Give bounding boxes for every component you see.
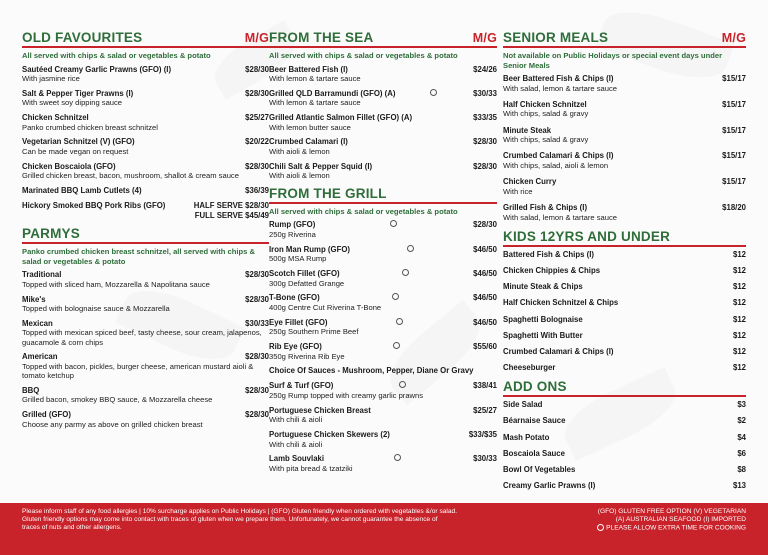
item-row: [22, 410, 269, 420]
column-right: [503, 30, 746, 497]
item-name: Surf & Turf (GFO): [269, 381, 334, 391]
item-description: With lemon & tartare sauce: [269, 98, 361, 108]
item-row: [503, 266, 746, 276]
menu-item: [503, 282, 746, 292]
footer-line: Gluten friendly options may come into contact with traces of gluten when we prepare them. Unfortunately, we cannot guarantee the absence of: [22, 516, 438, 524]
menu-item: [22, 410, 269, 429]
item-price: $24/26: [473, 64, 497, 74]
item-description: With chili & aioli: [269, 415, 323, 425]
section-subtitle: Panko crumbed chicken breast schnitzel, all served with chips & salad or vegetables & potato: [22, 247, 255, 266]
item-name: Chicken Curry: [503, 177, 557, 187]
clock-icon: [390, 220, 397, 227]
menu-item: [22, 319, 269, 347]
item-name: Traditional: [22, 270, 62, 280]
item-row: [503, 151, 746, 161]
item-row: [503, 203, 746, 213]
item-row: [503, 416, 746, 426]
item-price: $46/50: [473, 293, 497, 303]
item-price: $46/50: [473, 269, 497, 279]
item-description: With pita bread & tzatziki: [269, 463, 353, 473]
item-price: $55/60: [473, 341, 497, 351]
item-row: [269, 293, 497, 303]
item-price: $38/41: [473, 381, 497, 391]
menu-item: [503, 298, 746, 308]
menu-item: [503, 100, 746, 119]
item-description: With chips, salad & gravy: [503, 135, 589, 145]
item-row: [22, 270, 269, 280]
item-price: $15/17: [722, 74, 746, 83]
item-row: [269, 220, 497, 230]
menu-item: [503, 315, 746, 325]
item-price: $30/33: [473, 88, 497, 98]
item-row: [269, 113, 497, 123]
footer-note: [22, 508, 542, 533]
item-row: [503, 250, 746, 260]
legend-text: PLEASE ALLOW EXTRA TIME FOR COOKING: [606, 524, 746, 532]
menu-item: [22, 186, 269, 196]
item-price: $12: [732, 249, 746, 259]
item-row: [269, 137, 497, 147]
menu-item-hickory-ribs: [22, 201, 269, 220]
item-description: Panko crumbed chicken breast schnitzel: [22, 122, 158, 132]
item-row: [503, 126, 746, 136]
item-name: Spaghetti With Butter: [503, 330, 583, 340]
item-row: [503, 298, 746, 308]
item-row: [269, 342, 497, 352]
section-header-kids: [503, 229, 746, 247]
item-name: Chicken Boscaiola (GFO): [22, 161, 116, 171]
item-price: $46/50: [473, 244, 497, 254]
from-the-sea-list: [269, 65, 497, 181]
item-description: 250g Riverina: [269, 230, 316, 240]
section-subtitle: All served with chips & salad or vegetables & potato: [269, 206, 458, 216]
item-name: Rump (GFO): [269, 220, 316, 230]
item-price: $3: [737, 400, 746, 410]
item-row: [22, 186, 269, 196]
item-name: Eye Fillet (GFO): [269, 317, 328, 327]
item-row: [22, 65, 269, 75]
item-name: T-Bone (GFO): [269, 293, 320, 303]
section-subtitle: All served with chips & salad or vegetables & potato: [269, 51, 458, 60]
item-row: [503, 449, 746, 459]
item-row: [503, 100, 746, 110]
menu-item: [503, 151, 746, 170]
menu-item: [22, 352, 269, 380]
menu-item: [269, 113, 497, 132]
menu-item: [503, 177, 746, 196]
item-row: [269, 269, 497, 279]
item-description: With chips, salad, aioli & lemon: [503, 160, 609, 170]
item-price: $12: [732, 282, 746, 292]
menu-item: [503, 126, 746, 145]
item-name: Lamb Souvlaki: [269, 454, 325, 464]
clock-icon: [407, 245, 414, 252]
menu-item: [503, 363, 746, 373]
menu-item: [503, 266, 746, 276]
item-row: [269, 381, 497, 391]
item-price: $28/30: [245, 294, 269, 304]
item-description: With salad, lemon & tartare sauce: [503, 83, 617, 93]
item-description: With lemon butter sauce: [269, 122, 351, 132]
column-left: [22, 30, 269, 434]
item-name: Spaghetti Bolognaise: [503, 314, 583, 324]
legend-line: [595, 524, 746, 532]
section-subtitle: All served with chips & salad or vegetables & potato: [22, 51, 211, 60]
item-name: Grilled Fish & Chips (I): [503, 202, 588, 212]
clock-icon: [402, 269, 409, 276]
item-name: Half Chicken Schnitzel & Chips: [503, 298, 619, 308]
item-row: [22, 319, 269, 329]
from-the-grill-list-2: [269, 381, 497, 473]
item-price: $28/30: [245, 352, 269, 362]
section-header-add-ons: [503, 379, 746, 397]
item-price-half: HALF SERVE $28/30: [193, 201, 269, 211]
item-price: $30/33: [473, 454, 497, 464]
item-row: [22, 295, 269, 305]
clock-icon: [597, 524, 604, 531]
item-name: Chili Salt & Pepper Squid (I): [269, 161, 373, 171]
section-title: ADD ONS: [503, 379, 567, 395]
item-name: BBQ: [22, 385, 40, 395]
item-row: [503, 282, 746, 292]
clock-icon: [396, 318, 403, 325]
item-price: $28/30: [473, 220, 497, 230]
column-middle: [269, 30, 497, 479]
item-name: Minute Steak & Chips: [503, 282, 583, 292]
item-description: Topped with mexican spiced beef, tasty cheese, sour cream, jalapenos, guacamole & corn chips: [22, 328, 262, 347]
menu-item: [503, 449, 746, 459]
menu-item: [269, 454, 497, 473]
menu-item: [269, 269, 497, 288]
menu-item: [269, 65, 497, 84]
item-price: $46/50: [473, 317, 497, 327]
menu-item: [269, 162, 497, 181]
item-name: Rib Eye (GFO): [269, 341, 322, 351]
item-price: $28/30: [473, 137, 497, 147]
item-description: Topped with bolognaise sauce & Mozzarella: [22, 304, 170, 314]
item-row: [269, 162, 497, 172]
section-header-parmys: [22, 226, 269, 244]
item-price-full: FULL SERVE $45/49: [194, 210, 269, 220]
menu-item: [22, 295, 269, 314]
section-title: FROM THE SEA: [269, 30, 374, 45]
from-the-grill-list: [269, 220, 497, 360]
sauce-choice: Choice Of Sauces - Mushroom, Pepper, Diane Or Gravy: [269, 366, 474, 376]
item-price: $4: [737, 432, 746, 442]
item-price: $33/35: [473, 113, 497, 123]
item-row: [22, 137, 269, 147]
footer-legend: [595, 508, 746, 533]
item-row: [503, 465, 746, 475]
item-description: With aioli & lemon: [269, 146, 330, 156]
section-header-from-the-sea: [269, 30, 497, 48]
item-name: Portuguese Chicken Breast: [269, 405, 371, 415]
item-price: $15/17: [722, 99, 746, 109]
section-title: SENIOR MEALS: [503, 30, 609, 45]
section-header-old-favourites: [22, 30, 269, 48]
kids-list: [503, 250, 746, 373]
item-name: Marinated BBQ Lamb Cutlets (4): [22, 185, 142, 195]
item-price: $25/27: [245, 113, 269, 123]
item-price: $28/30: [473, 161, 497, 171]
item-price: $15/17: [722, 151, 746, 161]
section-title: FROM THE GRILL: [269, 185, 387, 201]
item-price: $28/30: [245, 64, 269, 74]
item-row: [503, 331, 746, 341]
item-price: $28/30: [245, 161, 269, 171]
old-favourites-list: [22, 65, 269, 196]
footer-line: traces of nuts and other allergens.: [22, 524, 122, 532]
item-name: American: [22, 352, 58, 362]
menu-item: [269, 89, 497, 108]
clock-icon: [399, 381, 406, 388]
menu-item: [22, 162, 269, 181]
item-name: Battered Fish & Chips (I): [503, 249, 594, 259]
menu-item: [269, 406, 497, 425]
clock-icon: [394, 454, 401, 461]
item-name: Beer Battered Fish (I): [269, 64, 348, 74]
item-price: $12: [732, 346, 746, 356]
menu-item: [22, 113, 269, 132]
menu-item: [503, 347, 746, 357]
item-description: With jasmine rice: [22, 74, 80, 84]
item-row: [269, 318, 497, 328]
item-name: Hickory Smoked BBQ Pork Ribs (GFO): [22, 201, 166, 211]
item-row: [22, 89, 269, 99]
item-description: With chili & aioli: [269, 439, 323, 449]
item-row: [503, 177, 746, 187]
item-price: $13: [732, 481, 746, 491]
section-mg-label: M/G: [472, 31, 497, 45]
item-description: With sweet soy dipping sauce: [22, 98, 123, 108]
item-name: Half Chicken Schnitzel: [503, 99, 587, 109]
menu-item: [269, 137, 497, 156]
footer-line: Please inform staff of any food allergies | 10% surcharge applies on Public Holidays | (GFO) Gluten friendly when ordered with vegetables &/or salad.: [22, 508, 458, 515]
item-row: [503, 481, 746, 491]
item-row: [269, 89, 497, 99]
item-description: Choose any parmy as above on grilled chicken breast: [22, 419, 203, 429]
section-header-senior-meals: [503, 30, 746, 48]
menu-item: [503, 74, 746, 93]
item-row: [269, 430, 497, 440]
item-price: $28/30: [245, 270, 269, 280]
item-description: 300g Defatted Grange: [269, 278, 345, 288]
menu-item: [22, 89, 269, 108]
item-price: $12: [732, 330, 746, 340]
menu-item: [503, 465, 746, 475]
menu-item: [503, 250, 746, 260]
item-price: $12: [732, 314, 746, 324]
item-description: Can be made vegan on request: [22, 146, 129, 156]
item-name: Crumbed Calamari & Chips (I): [503, 151, 614, 161]
item-name: Grilled QLD Barramundi (GFO) (A): [269, 88, 396, 98]
section-subtitle: Not available on Public Holidays or special event days under Senior Meals: [503, 51, 723, 70]
item-description: With lemon & tartare sauce: [269, 74, 361, 84]
item-description: 400g Centre Cut Riverina T-Bone: [269, 302, 382, 312]
item-name: Boscaiola Sauce: [503, 448, 565, 458]
item-row: [22, 386, 269, 396]
item-description: 350g Riverina Rib Eye: [269, 351, 345, 361]
item-name: Beer Battered Fish & Chips (I): [503, 74, 614, 83]
item-name: Scotch Fillet (GFO): [269, 269, 340, 279]
item-description: Grilled bacon, smokey BBQ sauce, & Mozzarella cheese: [22, 395, 213, 405]
item-price: $6: [737, 448, 746, 458]
menu-item: [22, 137, 269, 156]
footer-banner: [0, 503, 768, 555]
item-price: $33/$35: [468, 429, 497, 439]
item-row: [503, 347, 746, 357]
menu-item: [503, 400, 746, 410]
item-row: [503, 315, 746, 325]
item-row: [22, 113, 269, 123]
menu-item: [269, 245, 497, 264]
menu-item: [503, 331, 746, 341]
item-price: $28/30: [245, 385, 269, 395]
menu-item: [22, 386, 269, 405]
section-title: KIDS 12YRS AND UNDER: [503, 228, 671, 244]
menu-item: [503, 416, 746, 426]
section-title: OLD FAVOURITES: [22, 30, 143, 45]
section-mg-label: M/G: [244, 31, 269, 45]
item-description: 250g Southern Prime Beef: [269, 327, 359, 337]
item-description: With salad, lemon & tartare sauce: [503, 212, 617, 222]
item-price: $15/17: [722, 125, 746, 135]
section-title: PARMYS: [22, 226, 80, 242]
item-price: $20/22: [245, 137, 269, 147]
item-price: $36/39: [245, 185, 269, 195]
item-description: Topped with sliced ham, Mozzarella & Napolitana sauce: [22, 279, 210, 289]
menu-item: [269, 381, 497, 400]
item-name: Cheeseburger: [503, 363, 556, 373]
item-name: Mash Potato: [503, 432, 550, 442]
item-name: Crumbed Calamari & Chips (I): [503, 346, 614, 356]
item-row: [503, 363, 746, 373]
item-name: Crumbed Calamari (I): [269, 137, 348, 147]
item-description: Topped with bacon, pickles, burger cheese, american mustard aioli & tomato ketchup: [22, 361, 254, 381]
item-name: Vegetarian Schnitzel (V) (GFO): [22, 137, 135, 147]
item-row: [269, 454, 497, 464]
item-price: $8: [737, 465, 746, 475]
item-price: $12: [732, 265, 746, 275]
item-description: Grilled chicken breast, bacon, mushroom, shallot & cream sauce: [22, 171, 239, 181]
menu-item: [269, 430, 497, 449]
legend-line: (A) AUSTRALIAN SEAFOOD (I) IMPORTED: [615, 516, 746, 524]
item-price: $18/20: [722, 202, 746, 212]
item-description: 500g MSA Rump: [269, 254, 327, 264]
clock-icon: [392, 293, 399, 300]
item-name: Bowl Of Vegetables: [503, 465, 576, 475]
item-name: Salt & Pepper Tiger Prawns (I): [22, 88, 134, 98]
item-price: $12: [732, 298, 746, 308]
item-name: Sautéed Creamy Garlic Prawns (GFO) (I): [22, 64, 172, 74]
section-mg-label: M/G: [721, 31, 746, 45]
menu-item: [269, 342, 497, 361]
item-row: [269, 245, 497, 255]
parmys-list: [22, 270, 269, 429]
menu-item: [503, 433, 746, 443]
item-price: $15/17: [722, 177, 746, 187]
item-name: Chicken Schnitzel: [22, 113, 89, 123]
menu-item: [503, 203, 746, 222]
item-row: [503, 74, 746, 84]
item-description: With rice: [503, 186, 533, 196]
item-name: Side Salad: [503, 400, 543, 410]
menu-item: [503, 481, 746, 491]
item-price: $25/27: [473, 405, 497, 415]
senior-meals-list: [503, 74, 746, 222]
item-price: $30/33: [245, 318, 269, 328]
item-name: Mike's: [22, 294, 46, 304]
item-name: Grilled (GFO): [22, 410, 71, 420]
item-description: 250g Rump topped with creamy garlic prawns: [269, 390, 424, 400]
item-description: With aioli & lemon: [269, 171, 330, 181]
item-name: Portuguese Chicken Skewers (2): [269, 429, 390, 439]
item-price: $28/30: [245, 410, 269, 420]
item-row: [22, 352, 269, 362]
section-header-from-the-grill: [269, 186, 497, 204]
item-price: $12: [732, 363, 746, 373]
item-row: [503, 400, 746, 410]
clock-icon: [430, 89, 437, 96]
item-name: Creamy Garlic Prawns (I): [503, 481, 596, 491]
item-row: [269, 65, 497, 75]
item-name: Grilled Atlantic Salmon Fillet (GFO) (A): [269, 113, 413, 123]
item-price: $2: [737, 416, 746, 426]
legend-line: (GFO) GLUTEN FREE OPTION (V) VEGETARIAN: [597, 508, 746, 515]
clock-icon: [393, 342, 400, 349]
item-row: [269, 406, 497, 416]
item-price: $28/30: [245, 88, 269, 98]
item-row: [503, 433, 746, 443]
menu-item: [22, 270, 269, 289]
menu-item: [269, 293, 497, 312]
add-ons-list: [503, 400, 746, 491]
item-name: Chicken Chippies & Chips: [503, 265, 601, 275]
item-name: Iron Man Rump (GFO): [269, 244, 350, 254]
item-row: [22, 162, 269, 172]
menu-item: [22, 65, 269, 84]
item-name: Minute Steak: [503, 125, 552, 135]
item-name: Béarnaise Sauce: [503, 416, 566, 426]
item-description: With chips, salad & gravy: [503, 109, 589, 119]
item-name: Mexican: [22, 318, 53, 328]
menu-item: [269, 318, 497, 337]
menu-item: [269, 220, 497, 239]
